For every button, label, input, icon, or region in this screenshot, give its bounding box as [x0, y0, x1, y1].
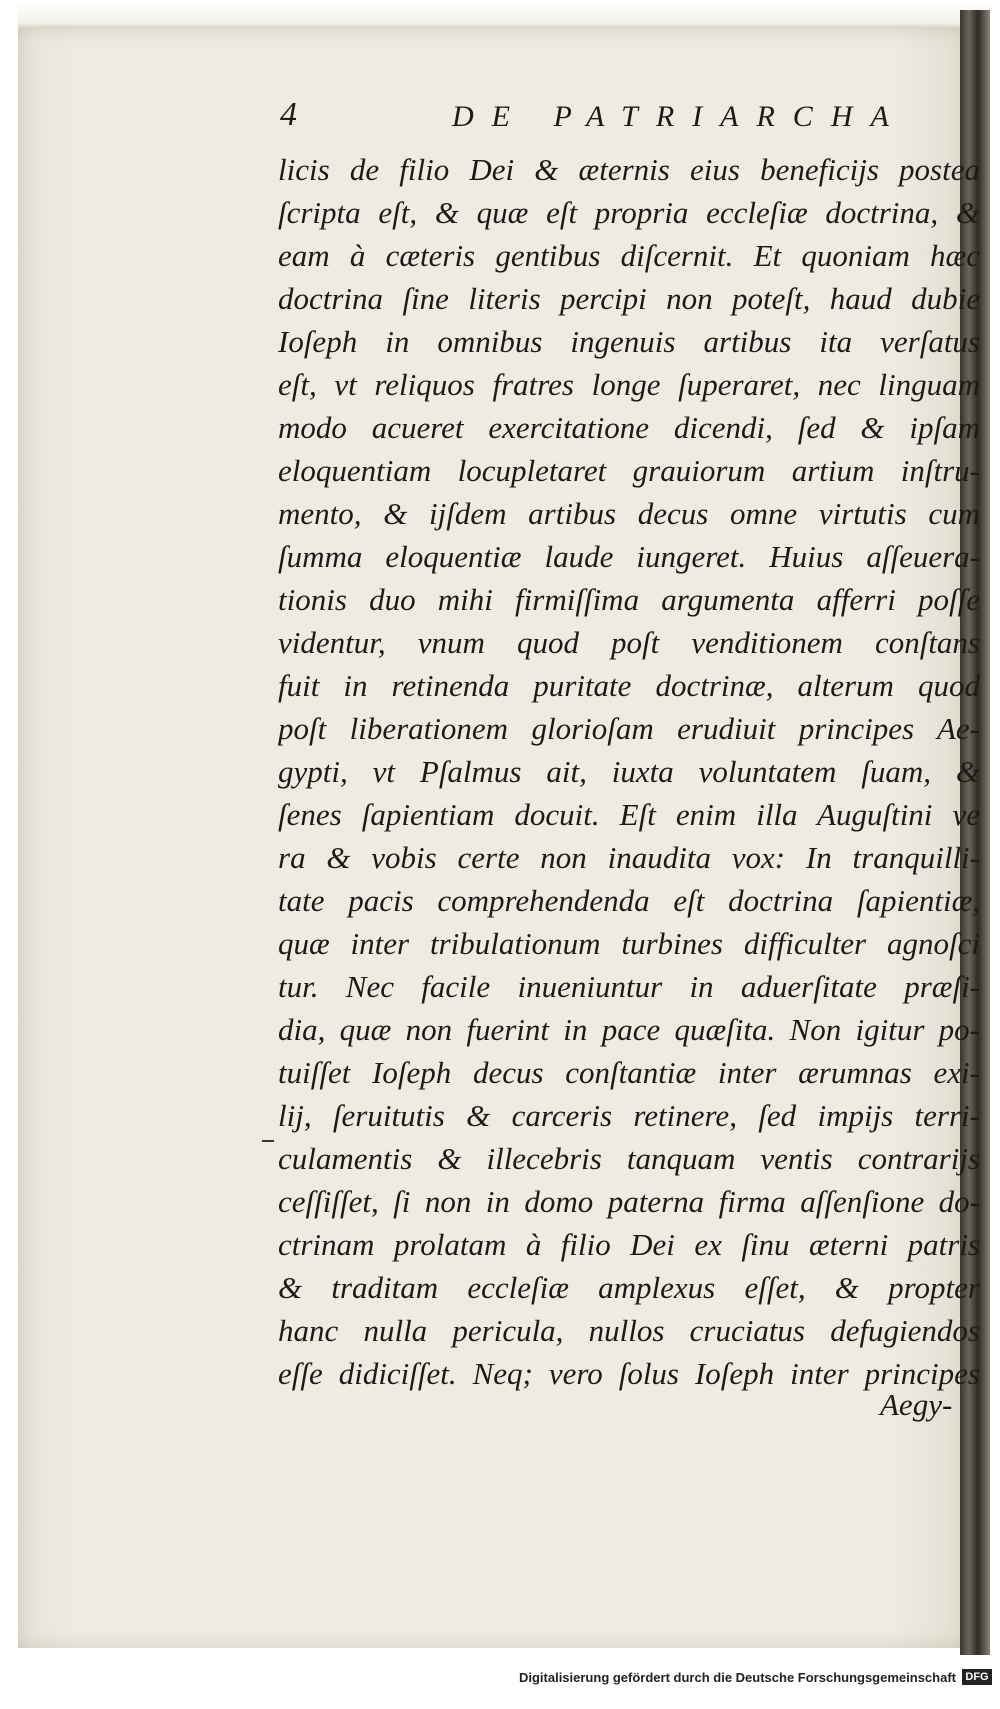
text-line: ſenes ſapientiam docuit. Eſt enim illa Auguſtini ve [278, 797, 980, 832]
text-line: tate pacis comprehendenda eſt doctrina ſapientiæ, [278, 883, 980, 918]
text-line: eam à cæteris gentibus diſcernit. Et quoniam hæc [278, 238, 980, 273]
text-line: lij, ſeruitutis & carceris retinere, ſed impijs terri- [278, 1098, 980, 1133]
footer-credit: Digitalisierung gefördert durch die Deutsche Forschungsgemeinschaft [518, 1670, 956, 1685]
binding-top [18, 0, 990, 28]
text-line: eſſe didiciſſet. Neq; vero ſolus Ioſeph inter principes [278, 1356, 980, 1391]
catchword: Aegy- [880, 1387, 953, 1422]
text-line: ceſſiſſet, ſi non in domo paterna firma aſſenſione do- [278, 1184, 980, 1219]
page-number: 4 [280, 96, 297, 133]
text-line: mento, & ijſdem artibus decus omne virtutis cum [278, 496, 980, 531]
dfg-logo: DFG [962, 1669, 992, 1685]
text-line: fuit in retinenda puritate doctrinæ, alterum quod [278, 668, 980, 703]
text-line: gypti, vt Pſalmus ait, iuxta voluntatem ſuam, & [278, 754, 980, 789]
text-line: doctrina ſine literis percipi non poteſt, haud dubie [278, 281, 980, 316]
footer-bar [0, 1660, 1000, 1709]
text-line: ra & vobis certe non inaudita vox: In tranquilli- [278, 840, 980, 875]
margin-mark [262, 1140, 274, 1142]
text-line: licis de filio Dei & æternis eius beneficijs postea [278, 152, 980, 187]
text-line: hanc nulla pericula, nullos cruciatus defugiendos [278, 1313, 980, 1348]
text-line: Ioſeph in omnibus ingenuis artibus ita verſatus [278, 324, 980, 359]
text-line: & traditam eccleſiæ amplexus eſſet, & propter [278, 1270, 980, 1305]
text-line: tur. Nec facile inueniuntur in aduerſitate præſi- [278, 969, 980, 1004]
text-line: tuiſſet Ioſeph decus conſtantiæ inter ærumnas exi- [278, 1055, 980, 1090]
body-text [278, 148, 980, 1395]
text-line: poſt liberationem glorioſam erudiuit principes Ae- [278, 711, 980, 746]
text-line: quæ inter tribulationum turbines difficulter agnoſci [278, 926, 980, 961]
running-head: DE PATRIARCHA [452, 100, 907, 133]
text-line: ctrinam prolatam à filio Dei ex ſinu æterni patris [278, 1227, 980, 1262]
text-line: dia, quæ non fuerint in pace quæſita. Non igitur po- [278, 1012, 980, 1047]
text-line: ſcripta eſt, & quæ eſt propria eccleſiæ doctrina, & [278, 195, 980, 230]
text-line: eſt, vt reliquos fratres longe ſuperaret, nec linguam [278, 367, 980, 402]
text-line: tionis duo mihi firmiſſima argumenta afferri poſſe [278, 582, 980, 617]
text-line: videntur, vnum quod poſt venditionem conſtans [278, 625, 980, 660]
text-line: eloquentiam locupletaret grauiorum artium inſtru- [278, 453, 980, 488]
text-line: modo acueret exercitatione dicendi, ſed & ipſam [278, 410, 980, 445]
text-line: culamentis & illecebris tanquam ventis contrarijs [278, 1141, 980, 1176]
text-line: ſumma eloquentiæ laude iungeret. Huius aſſeuera- [278, 539, 980, 574]
